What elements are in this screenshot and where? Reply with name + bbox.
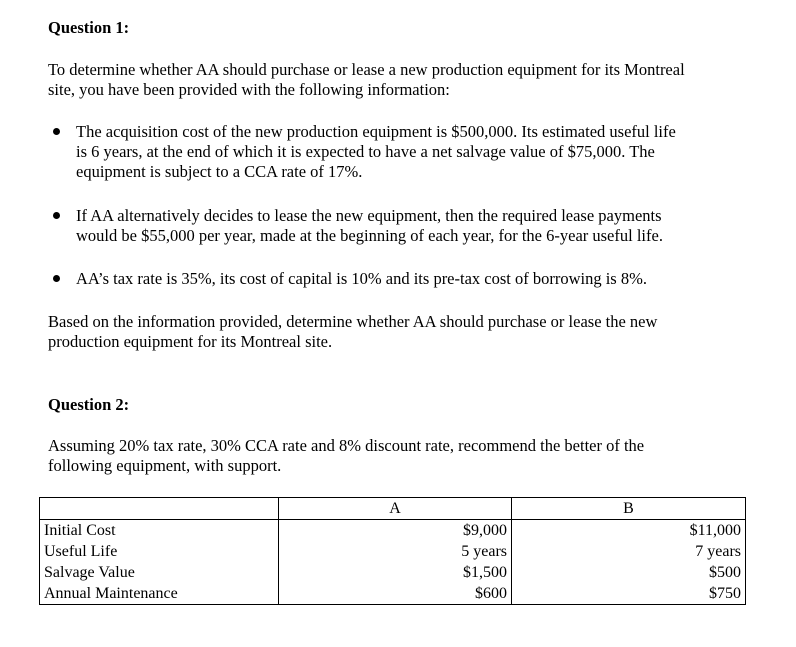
bullet-icon xyxy=(53,128,60,135)
bullet-icon xyxy=(53,275,60,282)
question-2-intro xyxy=(48,436,768,476)
bullet-line: If AA alternatively decides to lease the new equipment, then the required lease payments xyxy=(76,206,662,225)
cell-value-b: $500 xyxy=(709,564,741,581)
question-2-intro-line: Assuming 20% tax rate, 30% CCA rate and 8% discount rate, recommend the better of the xyxy=(48,436,645,455)
bullet-line: would be $55,000 per year, made at the beginning of each year, for the 6-year useful life. xyxy=(76,226,663,245)
question-2-heading: Question 2: xyxy=(48,395,130,414)
table-header-b: B xyxy=(512,498,746,520)
cell-value-b: $11,000 xyxy=(689,522,741,539)
row-label: Useful Life xyxy=(44,543,118,560)
equipment-comparison-table xyxy=(39,497,746,605)
question-1-heading: Question 1: xyxy=(48,18,130,37)
cell-value-b: $750 xyxy=(709,585,741,602)
bullet-item-tax-rate xyxy=(76,269,756,289)
table-column-a-values xyxy=(279,520,512,605)
bullet-line: AA’s tax rate is 35%, its cost of capital is 10% and its pre-tax cost of borrowing is 8%. xyxy=(76,269,647,288)
row-label: Salvage Value xyxy=(44,564,135,581)
bullet-icon xyxy=(53,212,60,219)
cell-value-a: $1,500 xyxy=(463,564,507,581)
cell-value-a: $9,000 xyxy=(463,522,507,539)
question-1-intro-line: To determine whether AA should purchase or lease a new production equipment for its Montreal xyxy=(48,60,685,79)
cell-value-b: 7 years xyxy=(695,543,741,560)
table-header-row xyxy=(40,498,746,520)
bullet-item-acquisition xyxy=(76,122,756,182)
table-column-b-values xyxy=(512,520,746,605)
row-label: Initial Cost xyxy=(44,522,116,539)
table-row xyxy=(40,520,746,605)
bullet-line: The acquisition cost of the new production equipment is $500,000. Its estimated useful life xyxy=(76,122,676,141)
question-1-intro xyxy=(48,60,768,100)
question-2-intro-line: following equipment, with support. xyxy=(48,456,282,475)
cell-value-a: 5 years xyxy=(461,543,507,560)
question-1-intro-line: site, you have been provided with the following information: xyxy=(48,80,450,99)
question-1-conclusion-line: Based on the information provided, determine whether AA should purchase or lease the new xyxy=(48,312,658,331)
cell-value-a: $600 xyxy=(475,585,507,602)
table-header-a: A xyxy=(279,498,512,520)
question-1-conclusion xyxy=(48,312,768,352)
bullet-item-lease xyxy=(76,206,756,246)
row-label: Annual Maintenance xyxy=(44,585,178,602)
table-header-blank xyxy=(40,498,279,520)
bullet-line: is 6 years, at the end of which it is expected to have a net salvage value of $75,000. The xyxy=(76,142,655,161)
bullet-line: equipment is subject to a CCA rate of 17%. xyxy=(76,162,363,181)
question-1-conclusion-line: production equipment for its Montreal site. xyxy=(48,332,333,351)
table-row-labels xyxy=(40,520,279,605)
